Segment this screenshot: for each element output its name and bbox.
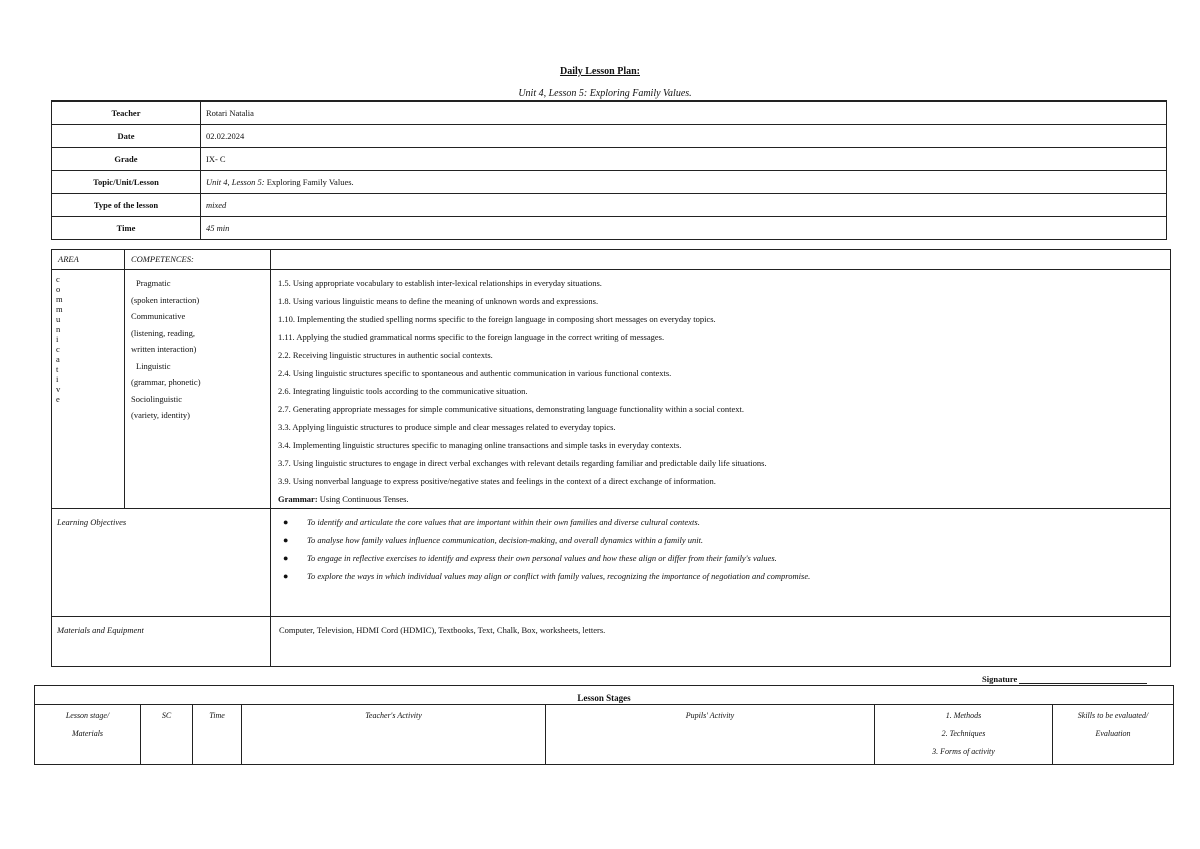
- competence-item: written interaction): [131, 344, 197, 354]
- info-value-text: Exploring Family Values.: [264, 177, 354, 187]
- stage-column-line: Teacher's Activity: [365, 711, 422, 720]
- stage-column-line: Skills to be evaluated/: [1077, 711, 1149, 720]
- stage-column-line: Evaluation: [1095, 729, 1131, 738]
- specific-competence: 1.10. Implementing the studied spelling norms specific to the foreign language in composing short messages on everyday topics.: [278, 314, 716, 324]
- materials-label: Materials and Equipment: [52, 617, 271, 667]
- info-row: [52, 217, 1167, 240]
- competence-item: Sociolinguistic: [131, 393, 182, 404]
- info-value: [201, 171, 1167, 194]
- bullet-icon: ●: [283, 571, 289, 581]
- info-row: [52, 125, 1167, 148]
- stage-column-line: Pupils' Activity: [685, 711, 735, 720]
- info-label: Topic/Unit/Lesson: [52, 171, 201, 194]
- specific-competence: 3.7. Using linguistic structures to engage in direct verbal exchanges with relevant details regarding familiar and predictable daily life situations.: [278, 458, 767, 468]
- grammar-line: [278, 490, 1170, 508]
- area-letter: n: [56, 324, 61, 334]
- objective-text: To analyse how family values influence communication, decision-making, and overall dynamics within a family unit.: [307, 535, 704, 545]
- objective-item: [283, 531, 1170, 549]
- objective-text: To explore the ways in which individual values may align or conflict with family values, recognizing the importance of negotiation and compromise.: [307, 571, 811, 581]
- area-letter: e: [56, 394, 60, 404]
- page-title: Daily Lesson Plan:: [559, 66, 640, 77]
- specific-competence: 3.9. Using nonverbal language to express positive/negative states and feelings in the context of a direct exchange of information.: [278, 476, 716, 486]
- area-letter: m: [56, 304, 63, 314]
- stage-column-line: 3. Forms of activity: [932, 747, 995, 756]
- info-value: [201, 194, 1167, 217]
- objective-text: To engage in reflective exercises to identify and express their own personal values and how these align or differ from their family's values.: [307, 553, 777, 563]
- lesson-stages-table: [34, 685, 1174, 765]
- bullet-icon: ●: [283, 535, 289, 545]
- specific-competence: 2.6. Integrating linguistic tools according to the communicative situation.: [278, 386, 528, 396]
- info-row: [52, 194, 1167, 217]
- materials-value: Computer, Television, HDMI Cord (HDMIC), Textbooks, Text, Chalk, Box, worksheets, letters.: [271, 617, 1171, 667]
- area-letter: c: [56, 274, 60, 284]
- stage-column-header: [35, 705, 141, 765]
- objective-text: To identify and articulate the core values that are important within their own families and diverse cultural contexts.: [307, 517, 700, 527]
- signature-blank: [1019, 675, 1147, 684]
- stage-column-line: Lesson stage/: [65, 711, 110, 720]
- info-label: Teacher: [52, 101, 201, 125]
- objective-item: [283, 549, 1170, 567]
- info-value-text: IX- C: [206, 154, 226, 164]
- area-header: AREA: [52, 250, 125, 270]
- specific-competence: 3.3. Applying linguistic structures to produce simple and clear messages related to everyday topics.: [278, 422, 616, 432]
- stage-column-line: 1. Methods: [945, 711, 982, 720]
- info-table: [51, 100, 1167, 240]
- competence-item: Pragmatic: [136, 278, 171, 288]
- info-row: [52, 148, 1167, 171]
- learning-objectives-list: [271, 509, 1171, 617]
- stage-column-line: Materials: [71, 729, 104, 738]
- area-letter: v: [56, 384, 61, 394]
- stage-column-header: [141, 705, 193, 765]
- bullet-icon: ●: [283, 553, 289, 563]
- competences-header: COMPETENCES:: [125, 250, 271, 270]
- info-row: [52, 101, 1167, 125]
- info-label: Type of the lesson: [52, 194, 201, 217]
- objective-item: [283, 567, 1170, 585]
- stage-column-header: [546, 705, 875, 765]
- area-letter: t: [56, 364, 59, 374]
- specific-competence: 1.5. Using appropriate vocabulary to establish inter-lexical relationships in everyday situations.: [278, 278, 602, 288]
- competences-table: [51, 249, 1171, 667]
- info-label: Date: [52, 125, 201, 148]
- competence-item: (grammar, phonetic): [131, 377, 201, 387]
- info-value-text: Rotari Natalia: [206, 108, 254, 118]
- grammar-value: Using Continuous Tenses.: [317, 494, 409, 504]
- info-value-text: 45 min: [206, 223, 230, 233]
- info-value-text: 02.02.2024: [206, 131, 245, 141]
- info-value-italic: Unit 4, Lesson 5:: [206, 177, 265, 187]
- competence-item: Communicative: [131, 311, 186, 321]
- area-letter: a: [56, 354, 60, 364]
- stage-column-header: [193, 705, 242, 765]
- info-value-text: mixed: [206, 200, 227, 210]
- area-letter: m: [56, 294, 63, 304]
- lesson-stages-title: Lesson Stages: [35, 686, 1174, 705]
- stage-column-line: 2. Techniques: [941, 729, 986, 738]
- competence-item: Linguistic: [136, 360, 171, 371]
- specific-competence: 2.4. Using linguistic structures specific to spontaneous and authentic communication in various functional contexts.: [278, 368, 672, 378]
- page-subtitle: Unit 4, Lesson 5: Exploring Family Values.: [518, 88, 692, 99]
- area-vertical-text: [52, 270, 125, 509]
- competence-item: (variety, identity): [131, 410, 190, 420]
- stage-column-line: SC: [161, 711, 172, 720]
- stage-column-header: [1053, 705, 1174, 765]
- area-letter: i: [56, 374, 59, 384]
- competence-item: (listening, reading,: [131, 327, 195, 338]
- learning-objectives-label: Learning Objectives: [52, 509, 271, 617]
- bullet-icon: ●: [283, 517, 289, 527]
- stage-column-line: Time: [209, 711, 225, 720]
- info-value: [201, 101, 1167, 125]
- info-value: [201, 217, 1167, 240]
- specific-competence: 3.4. Implementing linguistic structures specific to managing online transactions and simple tasks in everyday contexts.: [278, 440, 682, 450]
- competences-list: [125, 270, 271, 509]
- info-value: [201, 125, 1167, 148]
- area-letter: c: [56, 344, 60, 354]
- info-label: Time: [52, 217, 201, 240]
- specific-competence: 2.7. Generating appropriate messages for simple communicative situations, demonstrating language functionality within a social context.: [278, 404, 744, 414]
- specific-competence: 1.8. Using various linguistic means to define the meaning of unknown words and expressions.: [278, 296, 599, 306]
- grammar-label: Grammar:: [278, 494, 318, 504]
- stage-column-header: [242, 705, 546, 765]
- info-row: [52, 171, 1167, 194]
- area-letter: u: [56, 314, 61, 324]
- area-letter: i: [56, 334, 59, 344]
- info-label: Grade: [52, 148, 201, 171]
- specific-competence: 1.11. Applying the studied grammatical norms specific to the foreign language in the correct writing of messages.: [278, 332, 665, 342]
- competence-item: (spoken interaction): [131, 294, 200, 305]
- specific-competences-list: [271, 270, 1171, 509]
- signature-label: Signature: [982, 674, 1018, 684]
- specific-competence: 2.2. Receiving linguistic structures in authentic social contexts.: [278, 350, 493, 360]
- area-letter: o: [56, 284, 61, 294]
- signature-line: [982, 674, 1147, 684]
- info-value: [201, 148, 1167, 171]
- objective-item: [283, 513, 1170, 531]
- stage-column-header: [875, 705, 1053, 765]
